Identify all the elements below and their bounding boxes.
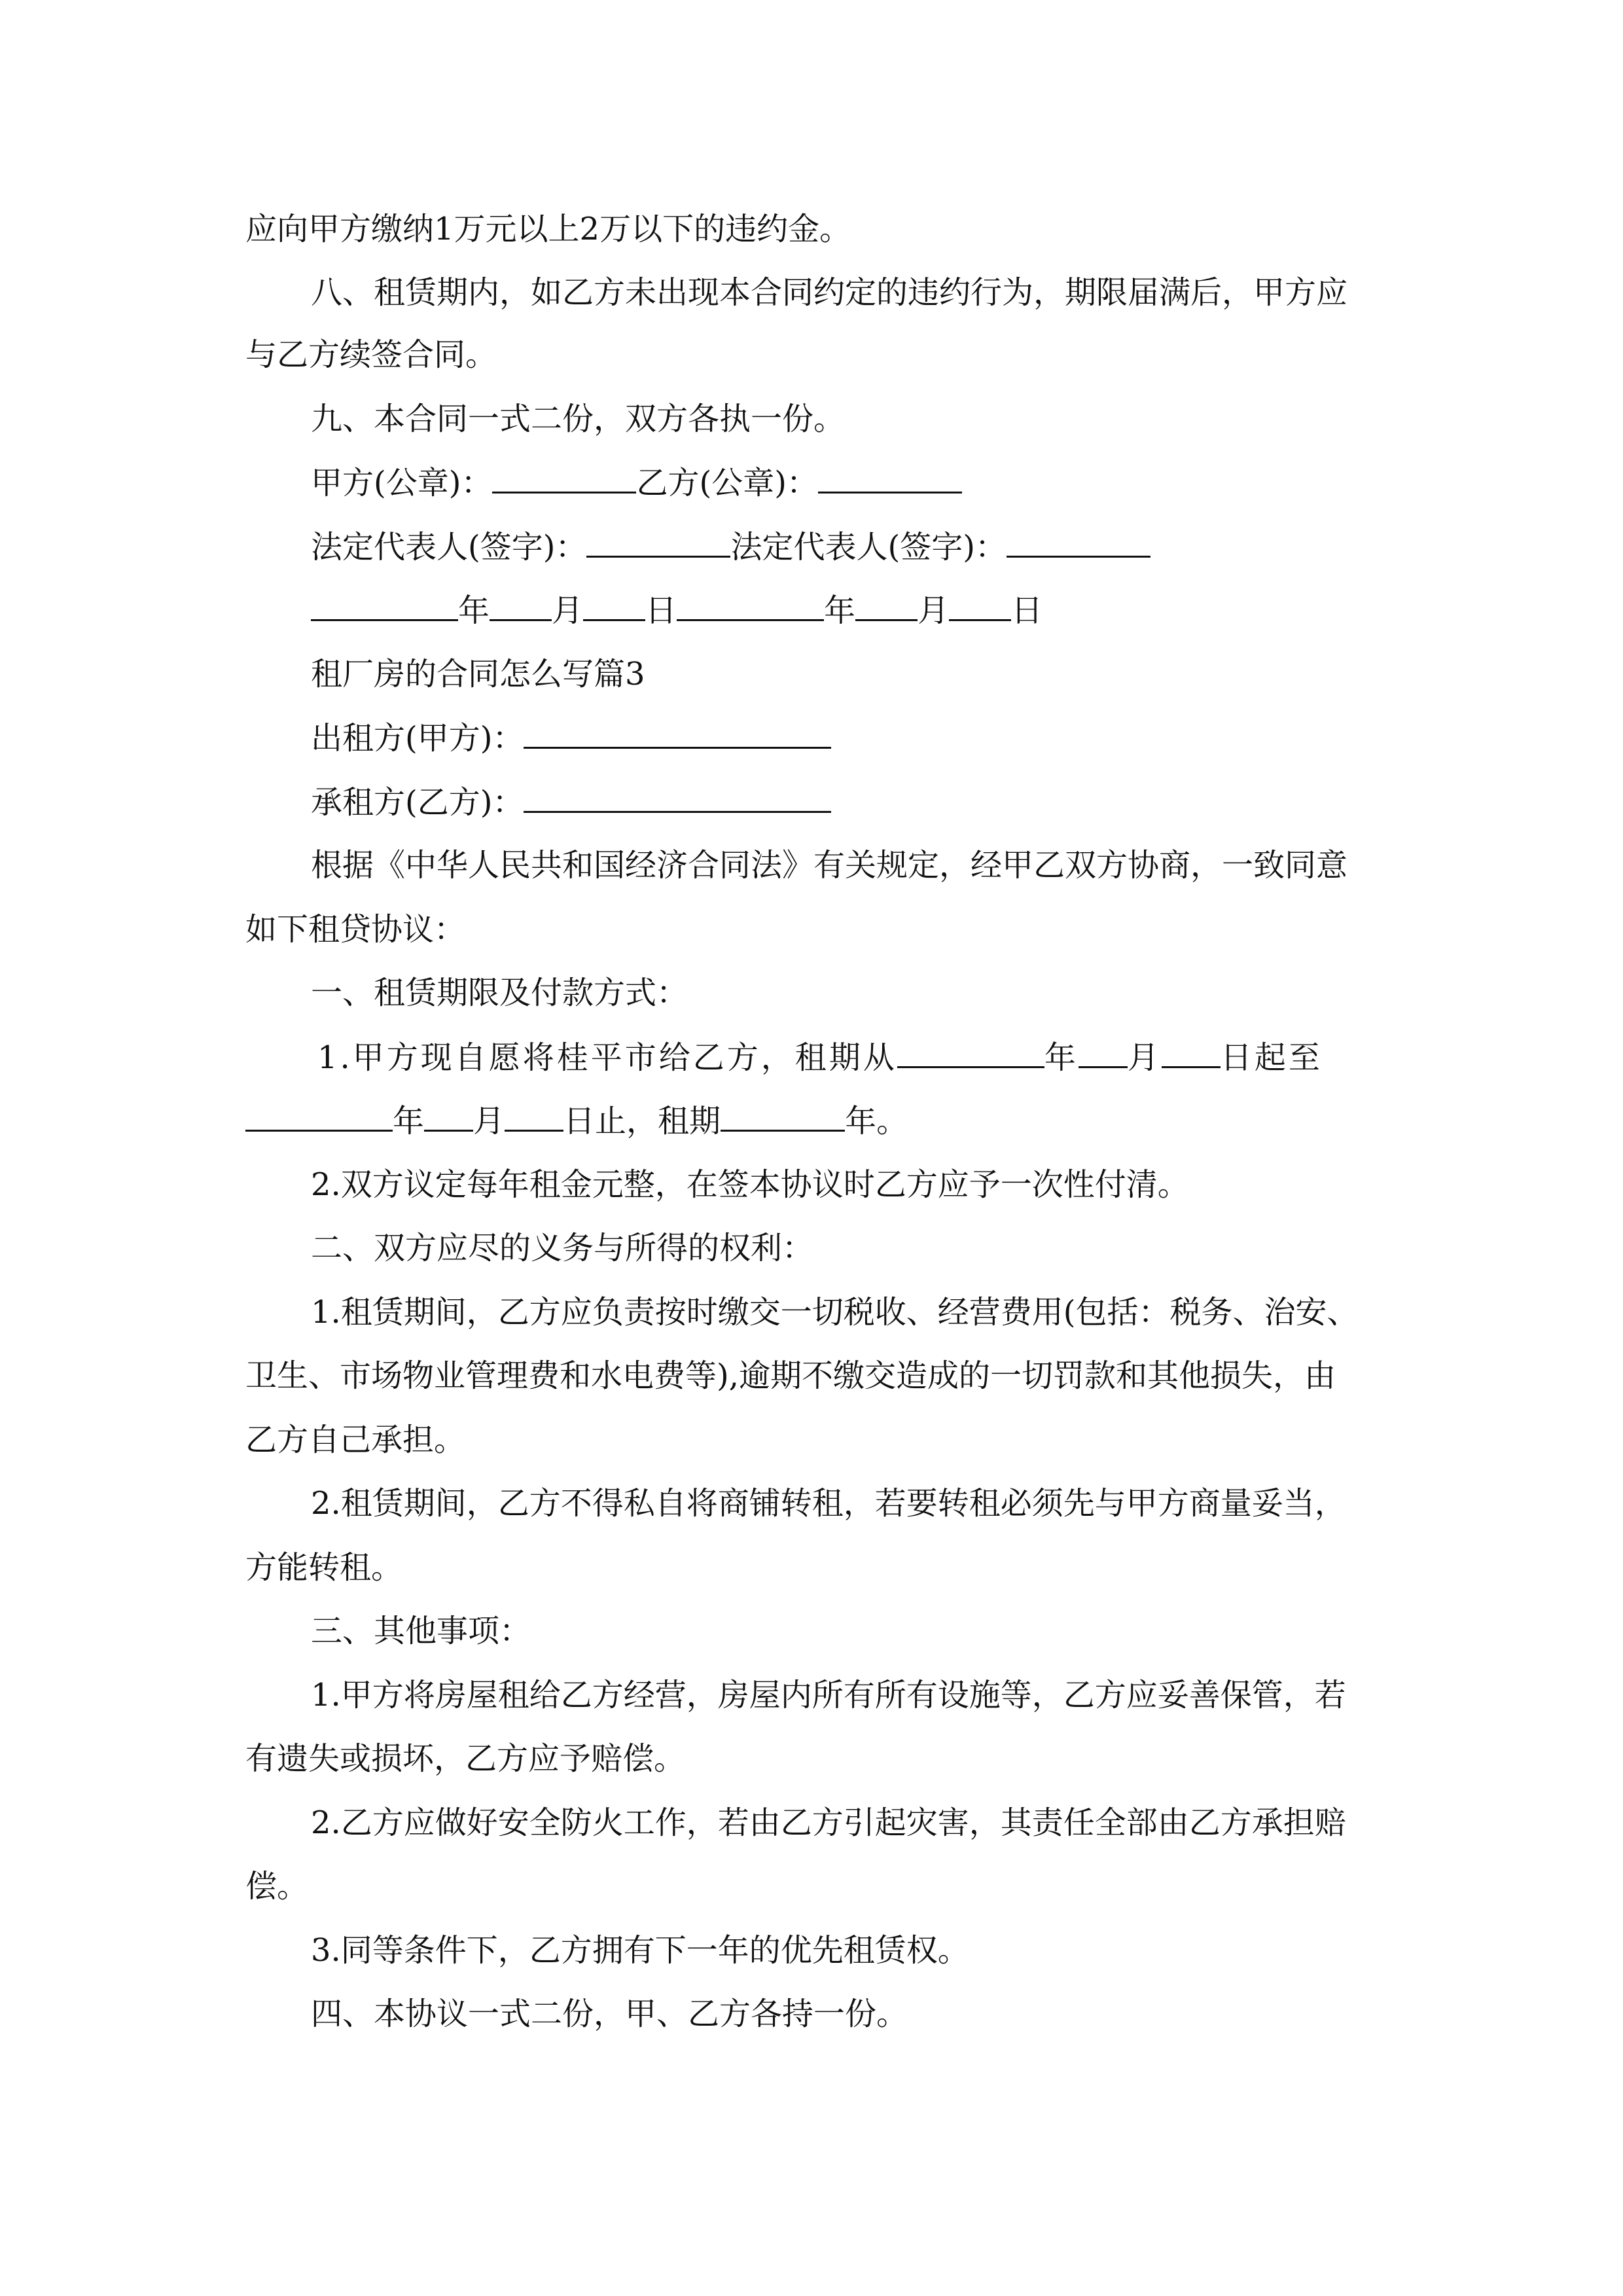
other-1-line2: 有遗失或损坏，乙方应予赔偿。 <box>245 1740 686 1777</box>
duty-1-line2: 卫生、市场物业管理费和水电费等),逾期不缴交造成的一切罚款和其他损失，由 <box>245 1357 1336 1394</box>
end-day-label: 日 <box>563 1103 596 1139</box>
date-line <box>311 589 1043 631</box>
lessee-line <box>311 781 831 823</box>
lessor-blank <box>524 717 831 749</box>
other-2-line1: 2.乙方应做好安全防火工作，若由乙方引起灾害，其责任全部由乙方承担赔 <box>311 1804 1346 1841</box>
start-suffix: 起至 <box>1254 1039 1323 1076</box>
duty-1-line1: 1.租赁期间，乙方应负责按时缴交一切税收、经营费用(包括：税务、治安、 <box>311 1294 1359 1331</box>
party-b-rep-label: 法定代表人(签字)： <box>730 529 1007 565</box>
section-3-heading: 三、其他事项： <box>311 1613 531 1649</box>
section-4: 四、本协议一式二份，甲、乙方各持一份。 <box>311 1996 908 2032</box>
term-years-blank <box>721 1100 845 1132</box>
party-b-seal-label: 乙方(公章)： <box>636 465 818 501</box>
clause-8-line2: 与乙方续签合同。 <box>245 336 497 373</box>
seal-line <box>311 461 962 503</box>
date-b-month-label: 月 <box>918 592 950 629</box>
duty-2-line1: 2.租赁期间，乙方不得私自将商铺转租，若要转租必须先与甲方商量妥当， <box>311 1485 1346 1522</box>
date-a-day-blank <box>583 589 645 621</box>
lessor-label: 出租方(甲方)： <box>311 720 524 757</box>
section-2-heading: 二、双方应尽的义务与所得的权利： <box>311 1230 814 1266</box>
start-year-label: 年 <box>1044 1039 1079 1076</box>
lessee-blank <box>524 781 831 813</box>
paragraph-penalty: 应向甲方缴纳1万元以上2万以下的违约金。 <box>245 211 851 247</box>
date-a-month-label: 月 <box>552 592 584 629</box>
end-year-label: 年 <box>393 1103 425 1139</box>
rent-clause: 2.双方议定每年租金元整，在签本协议时乙方应予一次性付清。 <box>311 1166 1189 1203</box>
party-a-seal-blank <box>492 461 636 493</box>
party-b-seal-blank <box>818 461 962 493</box>
representative-line <box>311 526 1150 567</box>
other-1-line1: 1.甲方将房屋租给乙方经营，房屋内所有所有设施等，乙方应妥善保管，若 <box>311 1677 1346 1713</box>
preamble-line1: 根据《中华人民共和国经济合同法》有关规定，经甲乙双方协商，一致同意 <box>311 847 1348 884</box>
date-b-month-blank <box>855 589 918 621</box>
start-day-blank <box>1162 1036 1221 1068</box>
date-b-year-blank <box>677 589 824 621</box>
date-a-year-label: 年 <box>458 592 490 629</box>
clause-9: 九、本合同一式二份，双方各执一份。 <box>311 401 846 437</box>
start-month-blank <box>1079 1036 1128 1068</box>
lease-term-line1 <box>317 1036 1323 1078</box>
duty-1-line3: 乙方自己承担。 <box>245 1422 466 1458</box>
other-2-line2: 偿。 <box>245 1868 309 1905</box>
end-day-blank <box>505 1100 563 1132</box>
lease-term-text: 1.甲方现自愿将桂平市给乙方，租期从 <box>317 1039 897 1076</box>
date-a-year-blank <box>311 589 458 621</box>
end-month-blank <box>424 1100 473 1132</box>
party-a-rep-label: 法定代表人(签字)： <box>311 529 587 565</box>
lease-term-line2 <box>245 1100 908 1141</box>
start-month-label: 月 <box>1127 1039 1162 1076</box>
end-year-blank <box>245 1100 393 1132</box>
date-b-year-label: 年 <box>824 592 856 629</box>
section-title: 租厂房的合同怎么写篇3 <box>311 656 645 692</box>
other-3: 3.同等条件下，乙方拥有下一年的优先租赁权。 <box>311 1932 969 1969</box>
date-b-day-label: 日 <box>1011 592 1043 629</box>
lessee-label: 承租方(乙方)： <box>311 784 524 821</box>
lessor-line <box>311 717 831 759</box>
duty-2-line2: 方能转租。 <box>245 1549 403 1586</box>
date-a-day-label: 日 <box>645 592 677 629</box>
start-day-label: 日 <box>1220 1039 1255 1076</box>
start-year-blank <box>897 1036 1044 1068</box>
date-a-month-blank <box>490 589 552 621</box>
party-a-rep-blank <box>586 526 730 558</box>
clause-8-line1: 八、租赁期内，如乙方未出现本合同约定的违约行为，期限届满后，甲方应 <box>311 274 1348 311</box>
section-1-heading: 一、租赁期限及付款方式： <box>311 975 688 1011</box>
term-period: 。 <box>876 1103 908 1139</box>
term-years-label: 年 <box>845 1103 877 1139</box>
party-a-seal-label: 甲方(公章)： <box>311 465 493 501</box>
date-b-day-blank <box>949 589 1011 621</box>
end-month-label: 月 <box>473 1103 505 1139</box>
party-b-rep-blank <box>1007 526 1150 558</box>
preamble-line2: 如下租贷协议： <box>245 911 466 948</box>
term-suffix: 止，租期 <box>595 1103 721 1139</box>
